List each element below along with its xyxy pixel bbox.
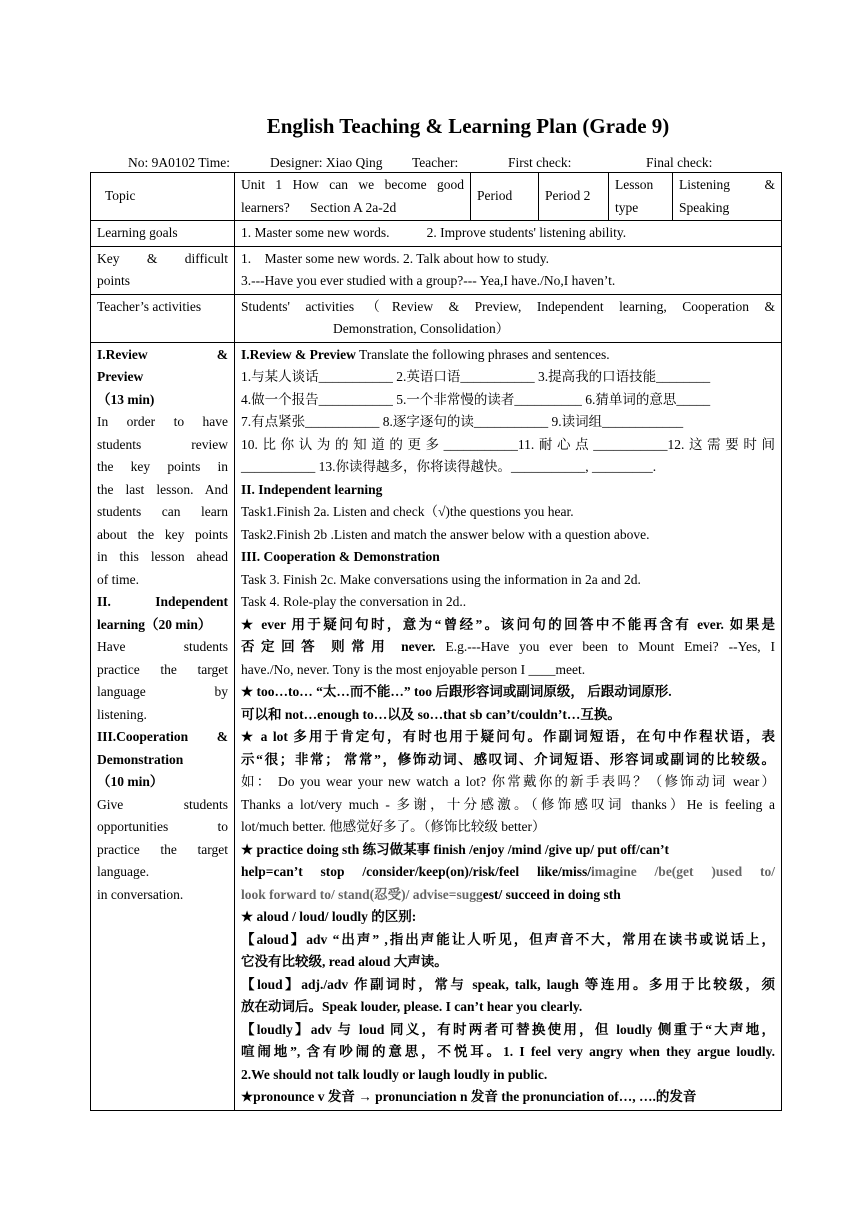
key-value: 3.---Have you ever studied with a group?--- Yea,I have./No,I haven’t. xyxy=(241,273,616,288)
left-line: Have students xyxy=(97,639,228,654)
left-line: language. xyxy=(97,864,150,879)
lesson-type-label: Lesson xyxy=(615,177,654,192)
lesson-type-label-cell xyxy=(609,173,673,221)
section-title: learning（20 min） xyxy=(97,616,212,632)
goals-row xyxy=(91,221,782,247)
topic-value-line: learners? Section A 2a-2d xyxy=(241,199,397,215)
review-heading-line xyxy=(241,344,775,367)
section-time: （10 min） xyxy=(97,774,164,789)
note-too: ★ too…to… “太…而不能…” too 后跟形容词或副词原级， 后跟动词原形. xyxy=(241,684,672,699)
note-alot: 示“很；非常； 常常”，修饰动词、感叹词、介词短语、形容词或副词的比较级。 xyxy=(241,751,775,767)
note-loud: 放在动词后。Speak louder, please. I can’t hear you clearly. xyxy=(241,999,583,1014)
note-ever-example: E.g.---Have you ever been to Mount Emei? --Yes, I xyxy=(435,639,776,654)
period-value-cell xyxy=(539,173,609,221)
task-line: Task2.Finish 2b .Listen and match the answer below with a question above. xyxy=(241,526,650,542)
note-alot xyxy=(241,726,775,749)
note-aloud: 【aloud】adv “出声” ,指出声能让人听见，但声音不大，常用在读书或说话上， xyxy=(241,931,775,947)
left-line: in conversation. xyxy=(97,886,184,902)
left-line: practice the target xyxy=(97,661,228,677)
note-practice-gray: imagine /be(get )used to/ xyxy=(590,864,775,879)
cooperation-heading: III. Cooperation & Demonstration xyxy=(241,549,440,564)
note-ever: ★ ever 用于疑问句时，意为“曾经”。该问句的回答中不能再含有 ever. 如果是 xyxy=(241,616,775,632)
note-alot: lot/much better. 他感觉好多了。（修饰比较级 better） xyxy=(241,819,546,834)
phrase-line: 4.做一个报告___________ 5.一个非常慢的读者__________ 6.猜单词的意思_____ xyxy=(241,391,711,407)
section-title: Demonstration xyxy=(97,751,184,767)
note-pronounce: ★pronounce v 发音 → pronunciation n 发音 the pronunciation of…, ….的发音 xyxy=(241,1089,697,1104)
students-activities-label: Students' activities（Review & Preview, Independent learning, Cooperation & xyxy=(241,298,775,314)
note-ever: have./No, never. Tony is the most enjoyable person I ____meet. xyxy=(241,661,586,677)
key-label: points xyxy=(97,273,131,288)
left-line: opportunities to xyxy=(97,819,228,834)
goals-label-cell xyxy=(91,221,235,247)
note-practice-gray: look forward to/ stand(忍受)/ advise=sugg xyxy=(241,886,483,902)
left-line: in this lesson ahead xyxy=(97,549,228,564)
students-activities-label: Demonstration, Consolidation） xyxy=(333,321,510,336)
topic-value-line: Unit 1 How can we become good xyxy=(241,177,464,192)
task-line: Task1.Finish 2a. Listen and check（√)the questions you hear. xyxy=(241,504,574,519)
meta-no: No: 9A0102 Time: xyxy=(128,155,231,170)
lesson-type-value: Listening & xyxy=(679,177,775,192)
note-loudly: 【loudly】adv 与 loud 同义，有时两者可替换使用，但 loudly 侧重于“大声地， xyxy=(241,1021,775,1037)
topic-row xyxy=(91,173,782,221)
teacher-activities-cell xyxy=(91,294,235,342)
note-practice-part: est/ succeed in doing sth xyxy=(482,886,621,902)
left-line: listening. xyxy=(97,706,147,722)
period-value: Period 2 xyxy=(545,188,591,204)
activities-header-row xyxy=(91,294,782,342)
page-title: English Teaching & Learning Plan (Grade 9) xyxy=(266,114,670,138)
note-too: 可以和 not…enough to…以及 so…that sb can’t/couldn’t…互换。 xyxy=(241,706,621,722)
meta-final-check: Final check: xyxy=(646,155,713,170)
topic-label: Topic xyxy=(105,188,136,204)
meta-line xyxy=(128,155,712,171)
lesson-type-value: Speaking xyxy=(679,199,730,215)
note-loudly: 喧闹地”, 含有吵闹的意思，不悦耳。1. I feel very angry when they argue loudly. xyxy=(241,1044,775,1059)
phrase-line: 10.比你认为的知道的更多___________11.耐心点___________12.这需要时间 xyxy=(241,436,775,452)
left-line: language by xyxy=(97,684,228,699)
left-line: the key points in xyxy=(97,459,228,474)
topic-value-cell xyxy=(235,173,471,221)
plan-table xyxy=(90,172,782,1111)
note-loud: 【loud】adj./adv 作副词时，常与 speak, talk, laugh 等连用。多用于比较级，须 xyxy=(241,976,775,992)
goals-value: 1. Master some new words. 2. Improve students' listening ability. xyxy=(241,225,627,240)
period-label-cell xyxy=(471,173,539,221)
key-label: Key & difficult xyxy=(97,250,228,266)
section-title: Preview xyxy=(97,369,144,384)
phrase-line: 7.有点紧张___________ 8.逐字逐句的读___________ 9.读词组____________ xyxy=(241,414,684,429)
topic-label-cell xyxy=(91,173,235,221)
key-value: 1. Master some new words. 2. Talk about how to study. xyxy=(241,250,550,266)
review-heading: I.Review & Preview xyxy=(241,346,356,362)
left-line: Give students xyxy=(97,796,228,812)
left-line: In order to have xyxy=(97,414,228,429)
lesson-type-value-cell xyxy=(673,173,782,221)
task-line: Task 4. Role-play the conversation in 2d.. xyxy=(241,594,467,609)
left-line: students review xyxy=(97,436,228,452)
independent-heading: II. Independent learning xyxy=(241,481,383,497)
teacher-activities-label: Teacher’s activities xyxy=(97,298,202,314)
note-alot-lead: ★ a lot 多用于肯定句，有时也用于疑问句。作副词短语，在句中作程状语，表 xyxy=(241,729,775,744)
note-ever xyxy=(241,636,775,659)
section-title: III.Cooperation & xyxy=(97,729,228,744)
period-label: Period xyxy=(477,188,513,204)
task-line: Task 3. Finish 2c. Make conversations using the information in 2a and 2d. xyxy=(241,571,641,587)
right-column xyxy=(235,342,782,1110)
key-points-row xyxy=(91,246,782,294)
meta-teacher: Teacher: xyxy=(412,155,459,170)
left-line: the last lesson. And xyxy=(97,481,228,497)
note-practice-part: help=can’t stop /consider/keep(on)/risk/feel like/miss/ xyxy=(241,864,591,879)
phrase-line: 1.与某人谈话___________ 2.英语口语___________ 3.提高我的口语技能________ xyxy=(241,369,711,384)
key-label-cell xyxy=(91,246,235,294)
section-time: （13 min) xyxy=(97,391,155,407)
note-alot: 如： Do you wear your new watch a lot? 你常戴你的新手表吗？（修饰动词 wear） xyxy=(241,774,775,789)
review-instruction: Translate the following phrases and sentences. xyxy=(355,346,610,362)
note-aloud: 它没有比较级, read aloud 大声读。 xyxy=(241,954,448,969)
goals-value-cell xyxy=(235,221,782,247)
key-value-cell xyxy=(235,246,782,294)
lesson-type-label: type xyxy=(615,199,639,215)
meta-first-check: First check: xyxy=(508,155,572,170)
left-line: of time. xyxy=(97,571,139,587)
goals-label: Learning goals xyxy=(97,225,178,240)
note-aloud-heading: ★ aloud / loud/ loudly 的区别: xyxy=(241,909,417,924)
left-column xyxy=(91,342,235,1110)
note-loudly: 2.We should not talk loudly or laugh loudly in public. xyxy=(241,1066,548,1082)
phrase-line: ___________ 13.你读得越多，你将读得越快。___________, _________. xyxy=(241,459,657,474)
left-line: about the key points xyxy=(97,526,228,542)
note-practice xyxy=(241,861,775,884)
meta-designer: Designer: Xiao Qing xyxy=(270,155,383,170)
students-activities-cell xyxy=(235,294,782,342)
note-practice xyxy=(241,884,775,907)
note-ever-bold: 否定回答 则常用 never. xyxy=(241,639,436,654)
note-practice: ★ practice doing sth 练习做某事 finish /enjoy /mind /give up/ put off/can’t xyxy=(241,841,670,857)
content-row xyxy=(91,342,782,1110)
left-line: students can learn xyxy=(97,504,228,519)
note-alot: Thanks a lot/very much - 多谢，十分感激。（修饰感叹词 thanks）He is feeling a xyxy=(241,796,775,812)
section-title: II. Independent xyxy=(97,594,228,609)
section-title: I.Review & xyxy=(97,346,228,362)
left-line: practice the target xyxy=(97,841,228,857)
